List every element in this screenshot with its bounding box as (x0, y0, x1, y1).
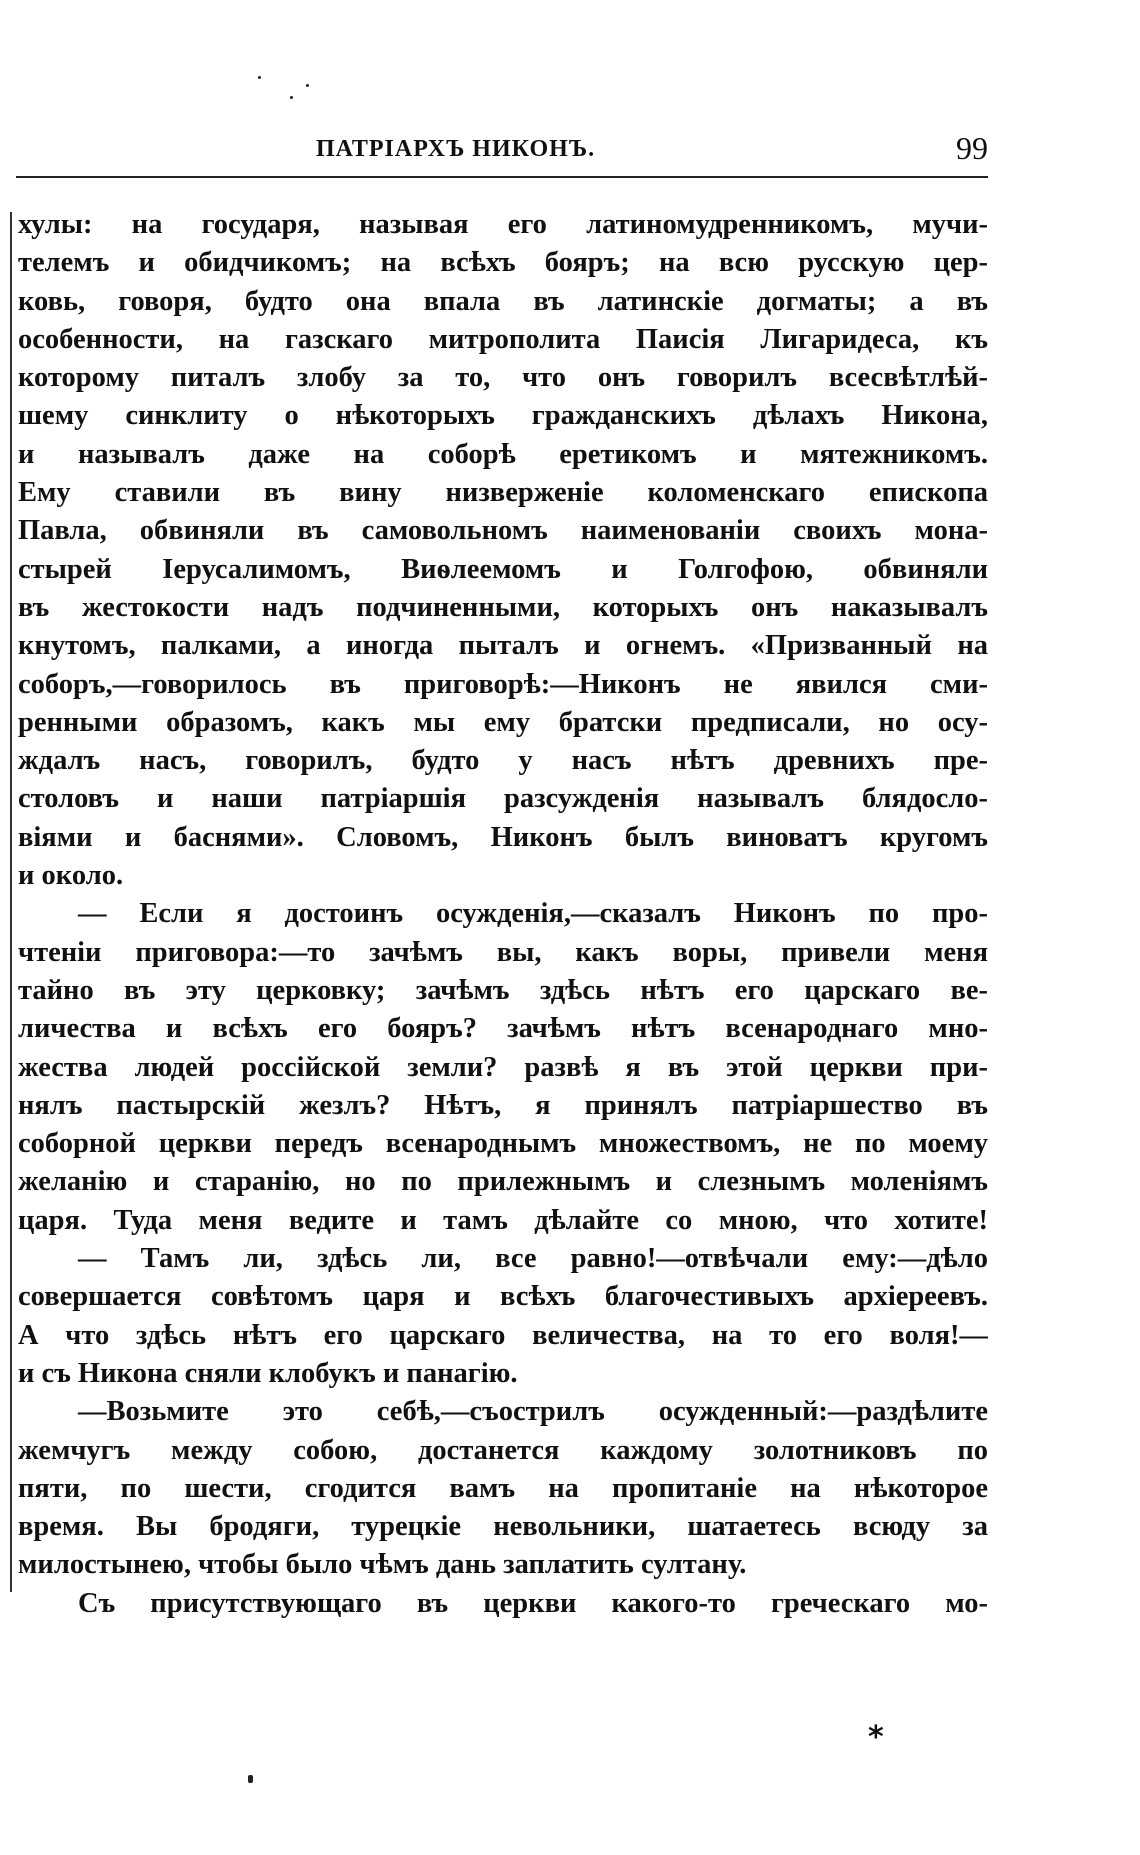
text-line: — Тамъ ли, здѣсь ли, все равно!—отвѣчали ему:—дѣло (78, 1243, 988, 1275)
text-line: тайно въ эту церковку; зачѣмъ здѣсь нѣтъ его царскаго ве- (18, 974, 988, 1006)
ink-speck (306, 84, 309, 87)
text-line: желанію и старанію, но по прилежнымъ и слезнымъ моленіямъ (18, 1166, 988, 1198)
text-line: шему синклиту о нѣкоторыхъ гражданскихъ дѣлахъ Никона, (18, 400, 988, 432)
text-line: Павла, обвиняли въ самовольномъ наименованіи своихъ мона- (18, 515, 988, 547)
text-line: милостынею, чтобы было чѣмъ дань заплатить султану. (18, 1549, 747, 1581)
text-line: пяти, по шести, сгодится вамъ на пропитаніе на нѣкоторое (18, 1472, 988, 1504)
ink-speck (258, 76, 261, 79)
text-line: А что здѣсь нѣтъ его царскаго величества, на то его воля!— (18, 1319, 988, 1351)
text-line: время. Вы бродяги, турецкіе невольники, шатаетесь всюду за (18, 1511, 988, 1543)
text-line: стырей Іерусалимомъ, Виѳлеемомъ и Голгофою, обвиняли (18, 553, 988, 585)
text-line: ренными образомъ, какъ мы ему братски предписали, но осу- (18, 706, 988, 738)
text-line: жемчугъ между собою, достанется каждому золотниковъ по (18, 1434, 988, 1466)
text-line: личества и всѣхъ его бояръ? зачѣмъ нѣтъ всенароднаго мно- (18, 1013, 988, 1045)
body-text (18, 206, 988, 1623)
page-header (16, 130, 988, 178)
text-line: и съ Никона сняли клобукъ и панагію. (18, 1357, 518, 1389)
page-number: 99 (956, 130, 988, 166)
text-line: ждалъ насъ, говорилъ, будто у насъ нѣтъ древнихъ пре- (18, 745, 988, 777)
text-line: царя. Туда меня ведите и тамъ дѣлайте со мною, что хотите! (18, 1204, 988, 1236)
text-line: віями и баснями». Словомъ, Никонъ былъ виноватъ кругомъ (18, 821, 988, 853)
text-line: — Если я достоинъ осужденія,—сказалъ Никонъ по про- (78, 898, 988, 930)
text-line: чтеніи приговора:—то зачѣмъ вы, какъ воры, привели меня (18, 936, 988, 968)
text-line: соборъ,—говорилось въ приговорѣ:—Никонъ не явился сми- (18, 668, 988, 700)
running-title: ПАТРІАРХЪ НИКОНЪ. (316, 136, 596, 162)
text-line: Съ присутствующаго въ церкви какого-то греческаго мо- (78, 1587, 988, 1619)
text-line: соборной церкви передъ всенароднымъ множествомъ, не по моему (18, 1128, 988, 1160)
text-line: Ему ставили въ вину низверженіе коломенскаго епископа (18, 477, 988, 509)
text-line: столовъ и наши патріаршія разсужденія называлъ блядосло- (18, 783, 988, 815)
left-margin-rule (10, 212, 12, 1592)
text-line: и около. (18, 860, 124, 892)
ink-speck (248, 1775, 253, 1783)
text-line: жества людей россійской земли? развѣ я въ этой церкви при- (18, 1051, 988, 1083)
ink-speck (290, 96, 293, 99)
text-line: которому питалъ злобу за то, что онъ говорилъ всесвѣтлѣй- (18, 362, 988, 394)
signature-mark: * (868, 1720, 884, 1755)
text-line: хулы: на государя, называя его латиномудренникомъ, мучи- (18, 209, 988, 240)
text-line: кнутомъ, палками, а иногда пыталъ и огнемъ. «Призванный на (18, 630, 988, 662)
text-line: —Возьмите это себѣ,—съострилъ осужденный:—раздѣлите (78, 1396, 988, 1428)
text-line: нялъ пастырскій жезлъ? Нѣтъ, я принялъ патріаршество въ (18, 1089, 988, 1121)
text-line: ковь, говоря, будто она впала въ латинскіе догматы; а въ (18, 285, 988, 317)
text-line: особенности, на газскаго митрополита Паисія Лигаридеса, къ (18, 323, 988, 355)
text-line: совершается совѣтомъ царя и всѣхъ благочестивыхъ архіереевъ. (18, 1281, 988, 1313)
text-line: телемъ и обидчикомъ; на всѣхъ бояръ; на всю русскую цер- (18, 247, 988, 279)
text-line: въ жестокости надъ подчиненными, которыхъ онъ наказывалъ (18, 591, 988, 623)
text-line: и называлъ даже на соборѣ еретикомъ и мятежникомъ. (18, 438, 988, 470)
